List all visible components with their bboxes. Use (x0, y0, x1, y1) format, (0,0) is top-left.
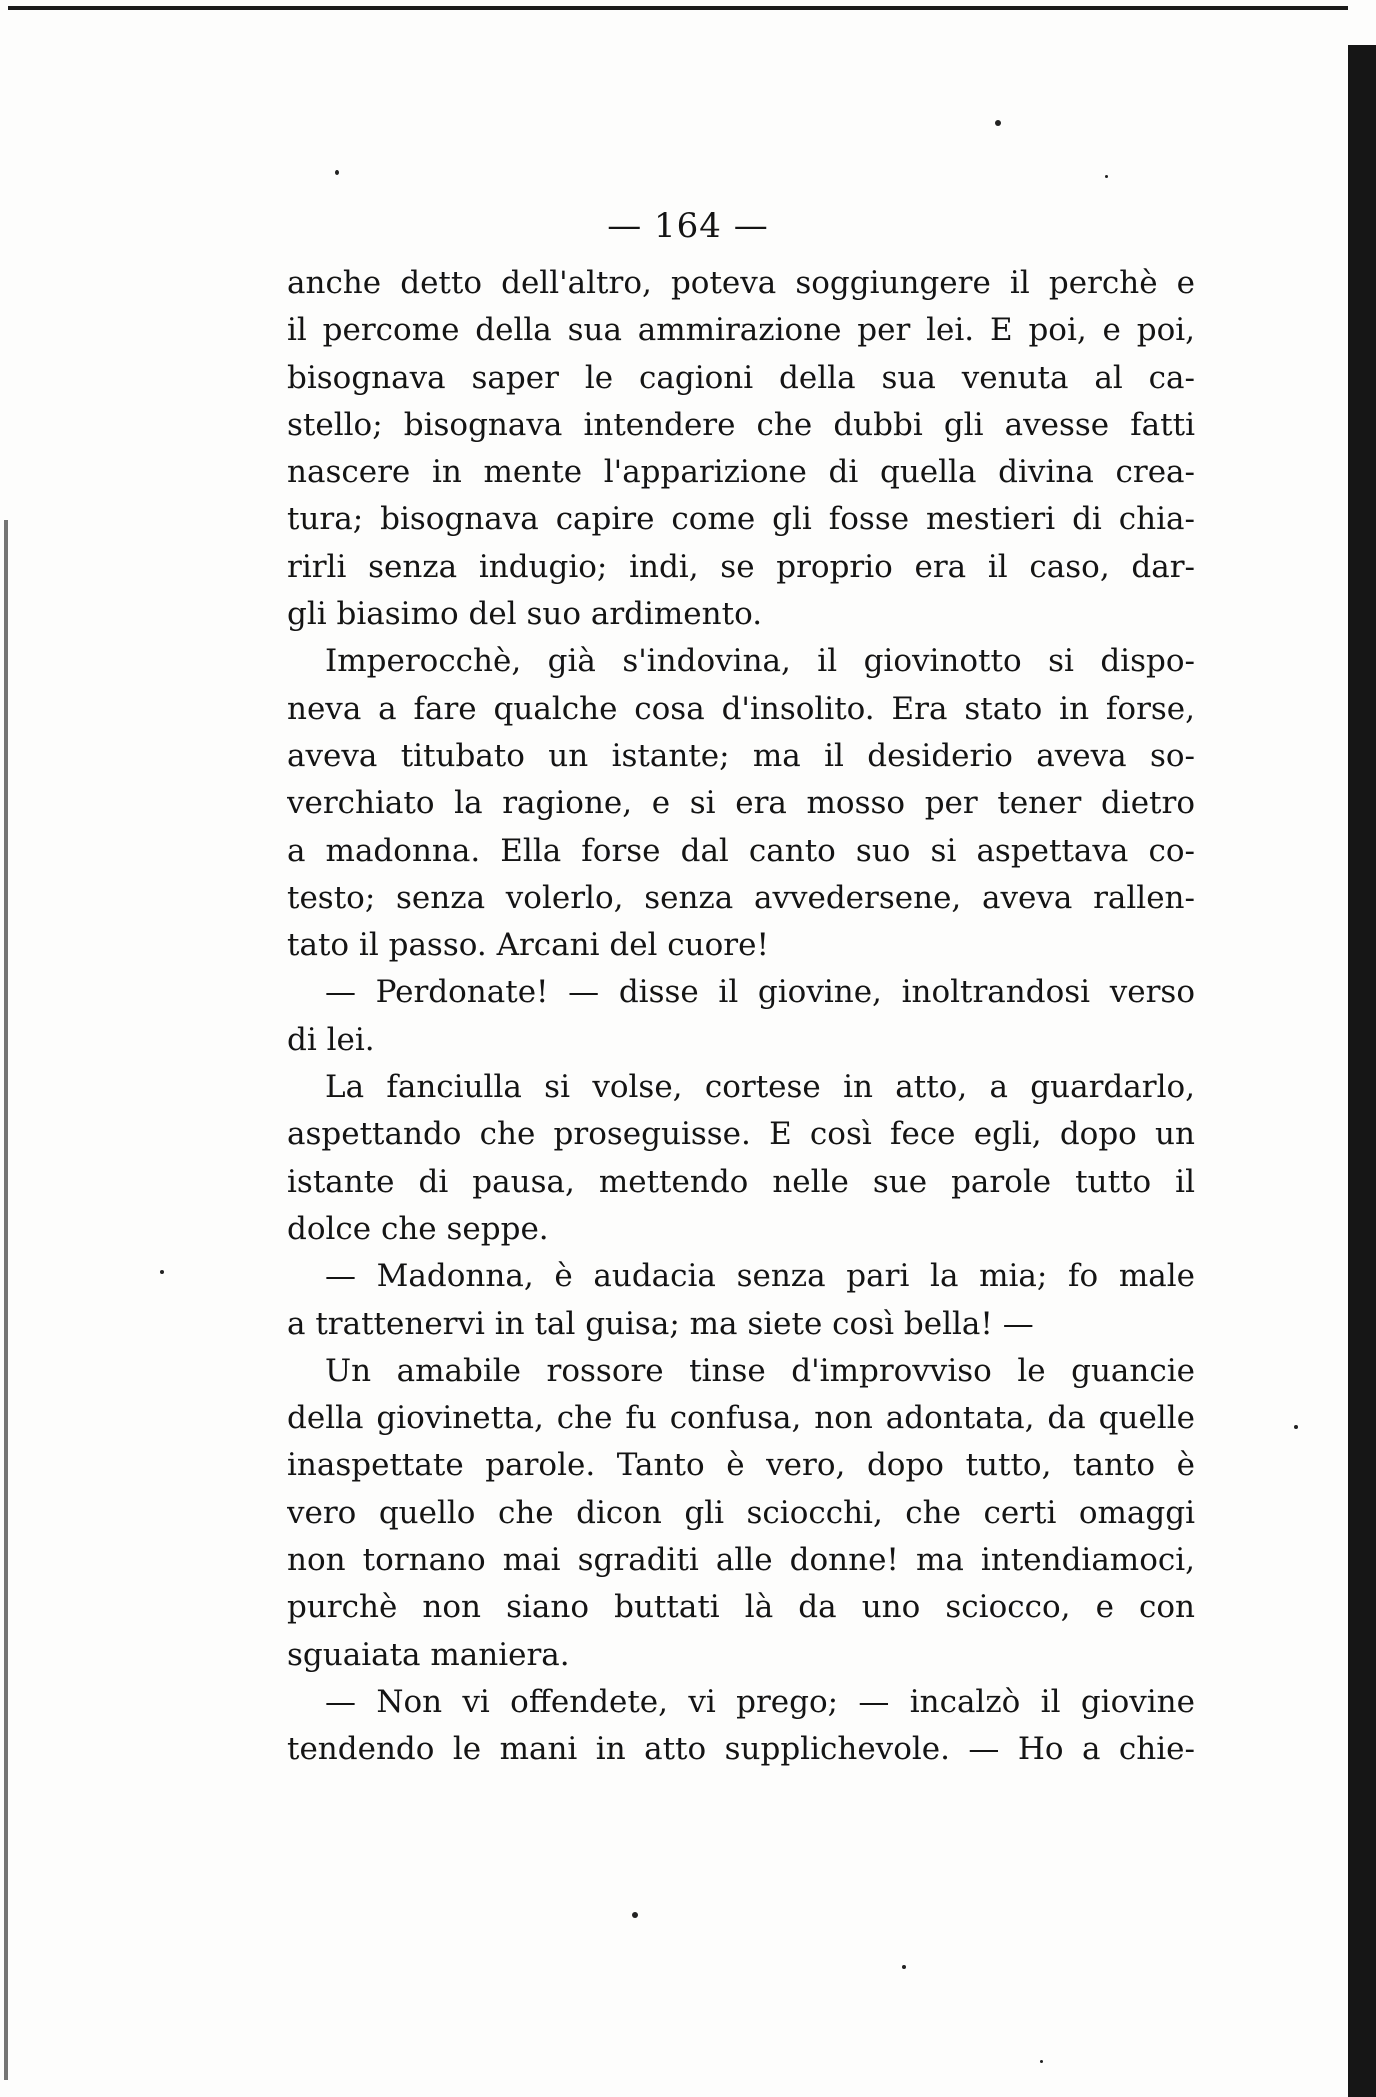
text-line: — Madonna, è audacia senza pari la mia; fo male (325, 1258, 1195, 1295)
text-line: nascere in mente l'apparizione di quella divina crea- (287, 454, 1195, 491)
text-line: a trattenervi in tal guisa; ma siete così bella! — (287, 1305, 1034, 1342)
text-line: aspettando che proseguisse. E così fece egli, dopo un (287, 1116, 1195, 1153)
text-line: di lei. (287, 1021, 375, 1058)
text-line: tendendo le mani in atto supplichevole. — Ho a chie- (287, 1731, 1195, 1768)
text-line: — Non vi offendete, vi prego; — incalzò il giovine (325, 1683, 1195, 1720)
text-line: a madonna. Ella forse dal canto suo si aspettava co- (287, 832, 1195, 869)
text-line: dolce che seppe. (287, 1210, 549, 1247)
scan-speck (902, 1965, 906, 1969)
body-text (287, 260, 1195, 1774)
scan-speck (1040, 2060, 1043, 2063)
scan-speck (1294, 1425, 1298, 1429)
text-line: inaspettate parole. Tanto è vero, dopo tutto, tanto è (287, 1447, 1195, 1484)
top-border-rule (8, 6, 1348, 10)
text-line: — Perdonate! — disse il giovine, inoltrandosi verso (325, 974, 1195, 1011)
scan-speck (335, 170, 339, 175)
text-line: non tornano mai sgraditi alle donne! ma intendiamoci, (287, 1542, 1195, 1579)
text-line: tura; bisognava capire come gli fosse mestieri di chia- (287, 501, 1195, 538)
text-line: Imperocchè, già s'indovina, il giovinotto si dispo- (325, 643, 1195, 680)
text-line: verchiato la ragione, e si era mosso per tener dietro (287, 785, 1195, 822)
right-page-edge (1348, 45, 1376, 2097)
text-line: stello; bisognava intendere che dubbi gli avesse fatti (287, 406, 1195, 443)
scan-speck (160, 1270, 164, 1274)
text-line: Un amabile rossore tinse d'improvviso le guancie (325, 1352, 1195, 1389)
text-line: bisognava saper le cagioni della sua venuta al ca- (287, 359, 1195, 396)
page-number: — 164 — (607, 206, 769, 246)
text-line: il percome della sua ammirazione per lei. E poi, e poi, (287, 312, 1195, 349)
text-line: La fanciulla si volse, cortese in atto, a guardarlo, (325, 1069, 1195, 1106)
text-line: gli biasimo del suo ardimento. (287, 596, 763, 633)
text-line: della giovinetta, che fu confusa, non adontata, da quelle (287, 1400, 1195, 1437)
scan-speck (995, 120, 1001, 126)
text-line: anche detto dell'altro, poteva soggiungere il perchè e (287, 265, 1195, 301)
text-line: aveva titubato un istante; ma il desiderio aveva so- (287, 737, 1195, 774)
text-line: istante di pausa, mettendo nelle sue parole tutto il (287, 1163, 1195, 1200)
text-line: purchè non siano buttati là da uno sciocco, e con (287, 1589, 1195, 1626)
scan-speck (632, 1912, 638, 1918)
text-line: tato il passo. Arcani del cuore! (287, 927, 769, 964)
scan-speck (1105, 175, 1108, 178)
left-page-edge (4, 520, 8, 2080)
text-line: testo; senza volerlo, senza avvedersene, aveva rallen- (287, 879, 1195, 916)
text-line: sguaiata maniera. (287, 1636, 570, 1673)
text-line: rirli senza indugio; indi, se proprio era il caso, dar- (287, 548, 1195, 585)
text-line: vero quello che dicon gli sciocchi, che certi omaggi (287, 1494, 1195, 1531)
text-line: neva a fare qualche cosa d'insolito. Era stato in forse, (287, 690, 1195, 727)
